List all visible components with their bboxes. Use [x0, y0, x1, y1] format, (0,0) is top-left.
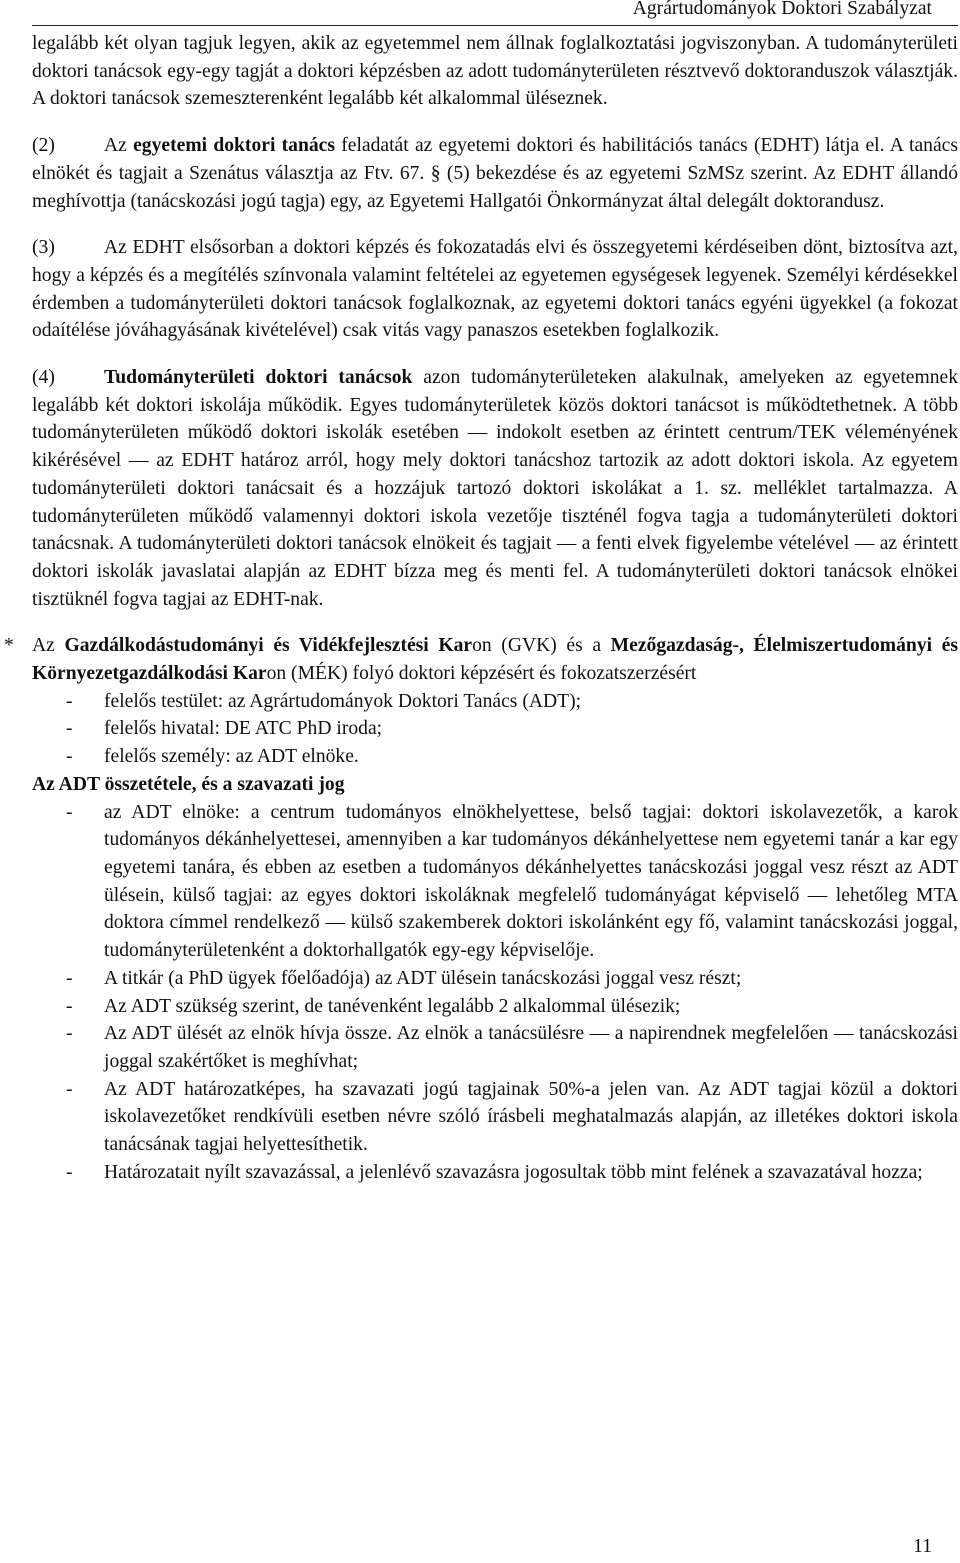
responsibility-list [32, 688, 958, 771]
list-item: - felelős személy: az ADT elnöke. [66, 746, 359, 768]
paragraph-continuation: legalább két olyan tagjuk legyen, akik az egyetemmel nem állnak foglalkoztatási jogviszonyban. A tudományterületi doktori tanácsok egy-egy tagját a doktori képzésben az adott tudományterületen résztvevő doktoranduszok választják. A doktori tanácsok szemeszterenként legalább két alkalommal üléseznek. [32, 33, 958, 110]
list-item: - felelős testület: az Agrártudományok Doktori Tanács (ADT); [66, 690, 582, 712]
paragraph-3: (3) Az EDHT elsősorban a doktori képzés és fokozatadás elvi és összegyetemi kérdéseiben dönt, biztosítva azt, hogy a képzés és a megítélés színvonala valamint feltételei az egyetemen egységesek legyenek. Személyi kérdésekkel érdemben a tudományterületi doktori tanácsok foglalkoznak, az egyetemi doktori tanács egyéni ügyekkel (a fokozat odaítélése jóváhagyásának kivételével) csak vitás vagy panaszos esetekben foglalkozik. [32, 234, 958, 345]
list-item: - az ADT elnöke: a centrum tudományos elnökhelyettese, belső tagjai: doktori iskolavezetők, a karok tudományos dékánhelyettesei, amennyiben a kar tudományos dékánhelyettese nem egyetemi tanár a kar egy egyetemi tanára, és ebben az esetben a tudományos dékánhelyettes tanácskozási joggal vesz részt az ADT ülésein, külső tagjai: az egyes doktori iskoláknak megfelelő tudományágat képviselő — lehetőleg MTA doktora címmel rendelkező — külső szakemberek doktori iskolánként egy fő, valamint tanácskozási joggal, tudományterületenként a doktorhallgatók egy-egy képviselője. [66, 801, 958, 962]
paragraph-4: (4) Tudományterületi doktori tanácsok azon tudományterületeken alakulnak, amelyeken az egyetemnek legalább két doktori iskolája működik. Egyes tudományterületek közös doktori tanácsot is működtethetnek. A több tudományterületen működő doktori iskolák esetében — indokolt esetben az érintett centrum/TEK véleményének kikérésével — az EDHT határoz arról, hogy mely doktori tanácshoz tartozik az adott doktori iskola. Az egyetem tudományterületi doktori tanácsait és a hozzájuk tartozó doktori iskolákat a 1. sz. melléklet tartalmazza. A tudományterületen működő valamennyi doktori iskola vezetője tiszténél fogva tagja a tudományterületi doktori tanácsnak. A tudományterületi doktori tanácsok elnökeit és tagjait — a fenti elvek figyelembe vételével — az érintett doktori iskolák javaslatai alapján az EDHT bízza meg és menti fel. A tudományterületi doktori tanácsok elnökei tisztüknél fogva tagjai az EDHT-nak. [32, 364, 958, 613]
list-item: - felelős hivatal: DE ATC PhD iroda; [66, 718, 383, 740]
list-item: - Határozatait nyílt szavazással, a jelenlévő szavazásra jogosultak több mint felének a szavazatával hozza; [66, 1161, 923, 1183]
list-item: - Az ADT ülését az elnök hívja össze. Az elnök a tanácsülésre — a napirendnek megfelelően — tanácskozási joggal szakértőket is meghívhat; [66, 1023, 958, 1072]
document-body [4, 30, 958, 1186]
term-field-councils: Tudományterületi doktori tanácsok [104, 367, 413, 389]
page-number: 11 [913, 1536, 932, 1558]
header-rule [32, 25, 958, 26]
section-heading: Az ADT összetétele, és a szavazati jog [32, 773, 345, 795]
footnote-paragraph: * Az Gazdálkodástudományi és Vidékfejlesztési Karon (GVK) és a Mezőgazdaság-, Élelmiszertudományi és Környezetgazdálkodási Karon (MÉK) folyó doktori képzésért és fokozatszerzésért [32, 632, 958, 687]
list-item: - Az ADT szükség szerint, de tanévenként legalább 2 alkalommal ülésezik; [66, 995, 681, 1017]
asterisk-marker: * [4, 635, 14, 657]
list-item: - A titkár (a PhD ügyek főelőadója) az ADT ülésein tanácskozási joggal vesz részt; [66, 967, 742, 989]
paragraph-number: (3) [32, 237, 55, 259]
list-item: - Az ADT határozatképes, ha szavazati jogú tagjainak 50%-a jelen van. Az ADT tagjai közül a doktori iskolavezetőket rendkívüli esetben névre szóló írásbeli meghatalmazás alapján, az illetékes doktori iskola tanácsának tagjai helyettesíthetik. [66, 1078, 958, 1156]
paragraph-number: (4) [32, 367, 55, 389]
adt-list [32, 799, 958, 1187]
paragraph-2: (2) Az egyetemi doktori tanács feladatát az egyetemi doktori és habilitációs tanács (EDHT) látja el. A tanács elnökét és tagjait a Szenátus választja az Ftv. 67. § (5) bekezdése és az egyetemi SzMSz szerint. Az EDHT állandó meghívottja (tanácskozási jogú tagja) egy, az Egyetemi Hallgatói Önkormányzat által delegált doktorandusz. [32, 132, 958, 215]
paragraph-number: (2) [32, 135, 55, 157]
term-university-council: egyetemi doktori tanács [133, 135, 335, 157]
running-header: Agrártudományok Doktori Szabályzat [632, 0, 932, 19]
